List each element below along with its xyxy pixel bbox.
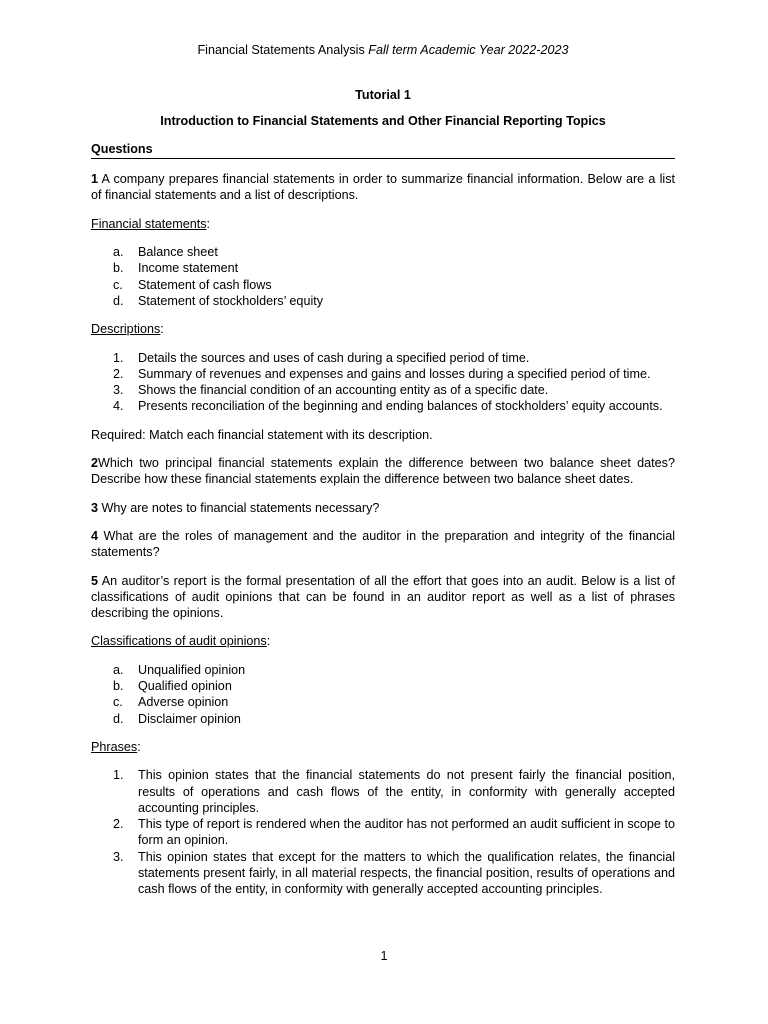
- question-2-number: 2: [91, 456, 99, 471]
- question-1: [91, 171, 675, 204]
- list-marker: d.: [113, 293, 124, 308]
- financial-statements-label: Financial statements: [91, 216, 207, 231]
- phrases-list: [91, 767, 675, 897]
- list-item: [91, 694, 675, 710]
- list-item: [91, 366, 675, 382]
- list-item-text: Unqualified opinion: [138, 662, 246, 677]
- list-item-text: This opinion states that the financial statements do not present fairly the financial position, results of operations and cash flows of the entity, in conformity with generally accepted accounting principles.: [138, 768, 675, 815]
- list-item: [91, 398, 675, 414]
- financial-statements-label-line: Financial statements:: [91, 216, 210, 231]
- question-2-text: Which two principal financial statements explain the difference between two balance sheet dates? Describe how these financial statements explain the difference between two balance sheet dates.: [91, 456, 675, 487]
- question-4-number: 4: [91, 528, 99, 543]
- list-item-text: Presents reconciliation of the beginning and ending balances of stockholders’ equity accounts.: [138, 399, 663, 414]
- list-item: [91, 260, 675, 276]
- list-marker: 3.: [113, 383, 124, 398]
- phrases-label-line: Phrases:: [91, 739, 141, 754]
- list-item: [91, 350, 675, 366]
- list-item-text: Summary of revenues and expenses and gains and losses during a specified period of time.: [138, 366, 651, 381]
- list-marker: b.: [113, 679, 124, 694]
- page-content: [91, 42, 675, 898]
- list-marker: 4.: [113, 399, 124, 414]
- list-item-text: Adverse opinion: [138, 695, 229, 710]
- list-marker: 2.: [113, 366, 124, 381]
- list-marker: d.: [113, 711, 124, 726]
- question-3: [91, 500, 675, 516]
- classifications-label: Classifications of audit opinions: [91, 634, 267, 649]
- header-term: Fall term Academic Year 2022-2023: [368, 43, 569, 57]
- financial-statements-list: [91, 244, 675, 309]
- question-5-text: An auditor’s report is the formal presentation of all the effort that goes into an audit. Below is a list of classifications of audit opinions that can be found in an auditor report as well as a list of phrases describing the opinions.: [91, 573, 675, 621]
- list-item-text: Balance sheet: [138, 245, 218, 260]
- header-course: Financial Statements Analysis: [197, 43, 365, 57]
- list-marker: 3.: [113, 849, 124, 864]
- list-item-text: Shows the financial condition of an accounting entity as of a specific date.: [138, 383, 549, 398]
- list-item-text: This opinion states that except for the matters to which the qualification relates, the financial statements present fairly, in all material respects, the financial position, results of operations and cash flows of the entity, in conformity with generally accepted accounting principles.: [138, 849, 675, 897]
- list-marker: b.: [113, 261, 124, 276]
- list-marker: 1.: [113, 350, 124, 365]
- list-marker: a.: [113, 662, 124, 677]
- classifications-list: [91, 662, 675, 727]
- list-item: [91, 662, 675, 678]
- list-item: [91, 767, 675, 816]
- classifications-label-line: Classifications of audit opinions:: [91, 634, 271, 649]
- question-1-number: 1: [91, 172, 99, 187]
- tutorial-title: Tutorial 1: [355, 88, 411, 103]
- list-item-text: Details the sources and uses of cash during a specified period of time.: [138, 350, 530, 365]
- question-5: [91, 573, 675, 622]
- list-item-text: Disclaimer opinion: [138, 711, 241, 726]
- question-5-number: 5: [91, 573, 99, 588]
- question-4: [91, 528, 675, 561]
- list-item: [91, 293, 675, 309]
- question-3-number: 3: [91, 500, 99, 515]
- question-1-text: A company prepares financial statements in order to summarize financial information. Below are a list of financial statements and a list of descriptions.: [91, 172, 675, 203]
- list-item: [91, 678, 675, 694]
- question-2: [91, 455, 675, 488]
- descriptions-label-line: Descriptions:: [91, 322, 164, 337]
- descriptions-label: Descriptions: [91, 322, 161, 337]
- list-item: [91, 711, 675, 727]
- question-3-text: Why are notes to financial statements necessary?: [98, 500, 380, 515]
- list-item: [91, 816, 675, 849]
- list-item: [91, 849, 675, 898]
- list-item-text: Income statement: [138, 261, 239, 276]
- question-1-required: Required: Match each financial statement with its description.: [91, 427, 433, 442]
- list-marker: 2.: [113, 817, 124, 832]
- list-item-text: Statement of cash flows: [138, 277, 272, 292]
- list-item-text: This type of report is rendered when the auditor has not performed an audit sufficient in scope to form an opinion.: [138, 817, 675, 848]
- descriptions-list: [91, 350, 675, 415]
- list-item: [91, 277, 675, 293]
- page-number: 1: [380, 949, 388, 963]
- list-item-text: Statement of stockholders’ equity: [138, 293, 324, 308]
- question-4-text: What are the roles of management and the auditor in the preparation and integrity of the financial statements?: [91, 528, 675, 560]
- list-item-text: Qualified opinion: [138, 679, 232, 694]
- questions-heading: Questions: [91, 141, 675, 159]
- list-marker: a.: [113, 245, 124, 260]
- list-marker: 1.: [113, 768, 124, 783]
- phrases-label: Phrases: [91, 739, 138, 754]
- list-item: [91, 244, 675, 260]
- page-header: [91, 42, 675, 58]
- list-marker: c.: [113, 695, 123, 710]
- list-item: [91, 382, 675, 398]
- tutorial-subtitle: Introduction to Financial Statements and Other Financial Reporting Topics: [160, 113, 606, 128]
- list-marker: c.: [113, 277, 123, 292]
